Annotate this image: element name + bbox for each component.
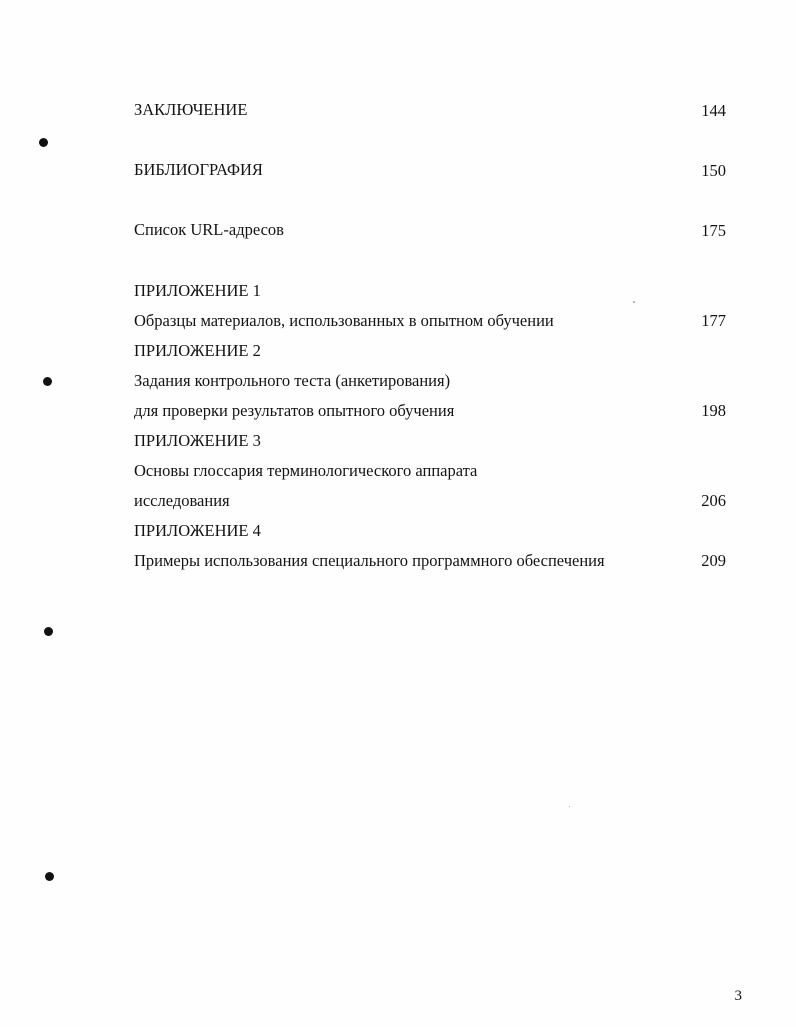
toc-appendix3-title-line2: исследования <box>134 491 230 510</box>
scan-speck <box>633 301 635 303</box>
toc-appendix2-heading: ПРИЛОЖЕНИЕ 2 <box>134 341 261 360</box>
toc-page-appendix2: 198 <box>701 401 726 420</box>
toc-page-appendix3: 206 <box>701 491 726 510</box>
toc-page-url-list: 175 <box>701 221 726 240</box>
toc-appendix1-heading: ПРИЛОЖЕНИЕ 1 <box>134 281 261 300</box>
toc-page-bibliography: 150 <box>701 161 726 180</box>
binder-hole-mark <box>43 377 52 386</box>
toc-page-conclusion: 144 <box>701 101 726 120</box>
toc-appendix1-title: Образцы материалов, использованных в опытном обучении <box>134 311 554 330</box>
scan-speck <box>569 806 570 807</box>
toc-entry-url-list: Список URL-адресов <box>134 220 284 239</box>
toc-appendix3-title-line1: Основы глоссария терминологического аппарата <box>134 461 478 480</box>
binder-hole-mark <box>39 138 48 147</box>
toc-entry-conclusion: ЗАКЛЮЧЕНИЕ <box>134 100 248 119</box>
binder-hole-mark <box>44 627 53 636</box>
toc-entry-bibliography: БИБЛИОГРАФИЯ <box>134 160 263 179</box>
toc-page-appendix1: 177 <box>701 311 726 330</box>
toc-appendix2-title-line2: для проверки результатов опытного обучения <box>134 401 455 420</box>
toc-appendix3-heading: ПРИЛОЖЕНИЕ 3 <box>134 431 261 450</box>
toc-appendix4-title: Примеры использования специального программного обеспечения <box>134 551 605 570</box>
binder-hole-mark <box>45 872 54 881</box>
toc-page-appendix4: 209 <box>701 551 726 570</box>
page-number: 3 <box>734 988 742 1004</box>
toc-appendix2-title-line1: Задания контрольного теста (анкетирования) <box>134 371 451 390</box>
toc-appendix4-heading: ПРИЛОЖЕНИЕ 4 <box>134 521 261 540</box>
